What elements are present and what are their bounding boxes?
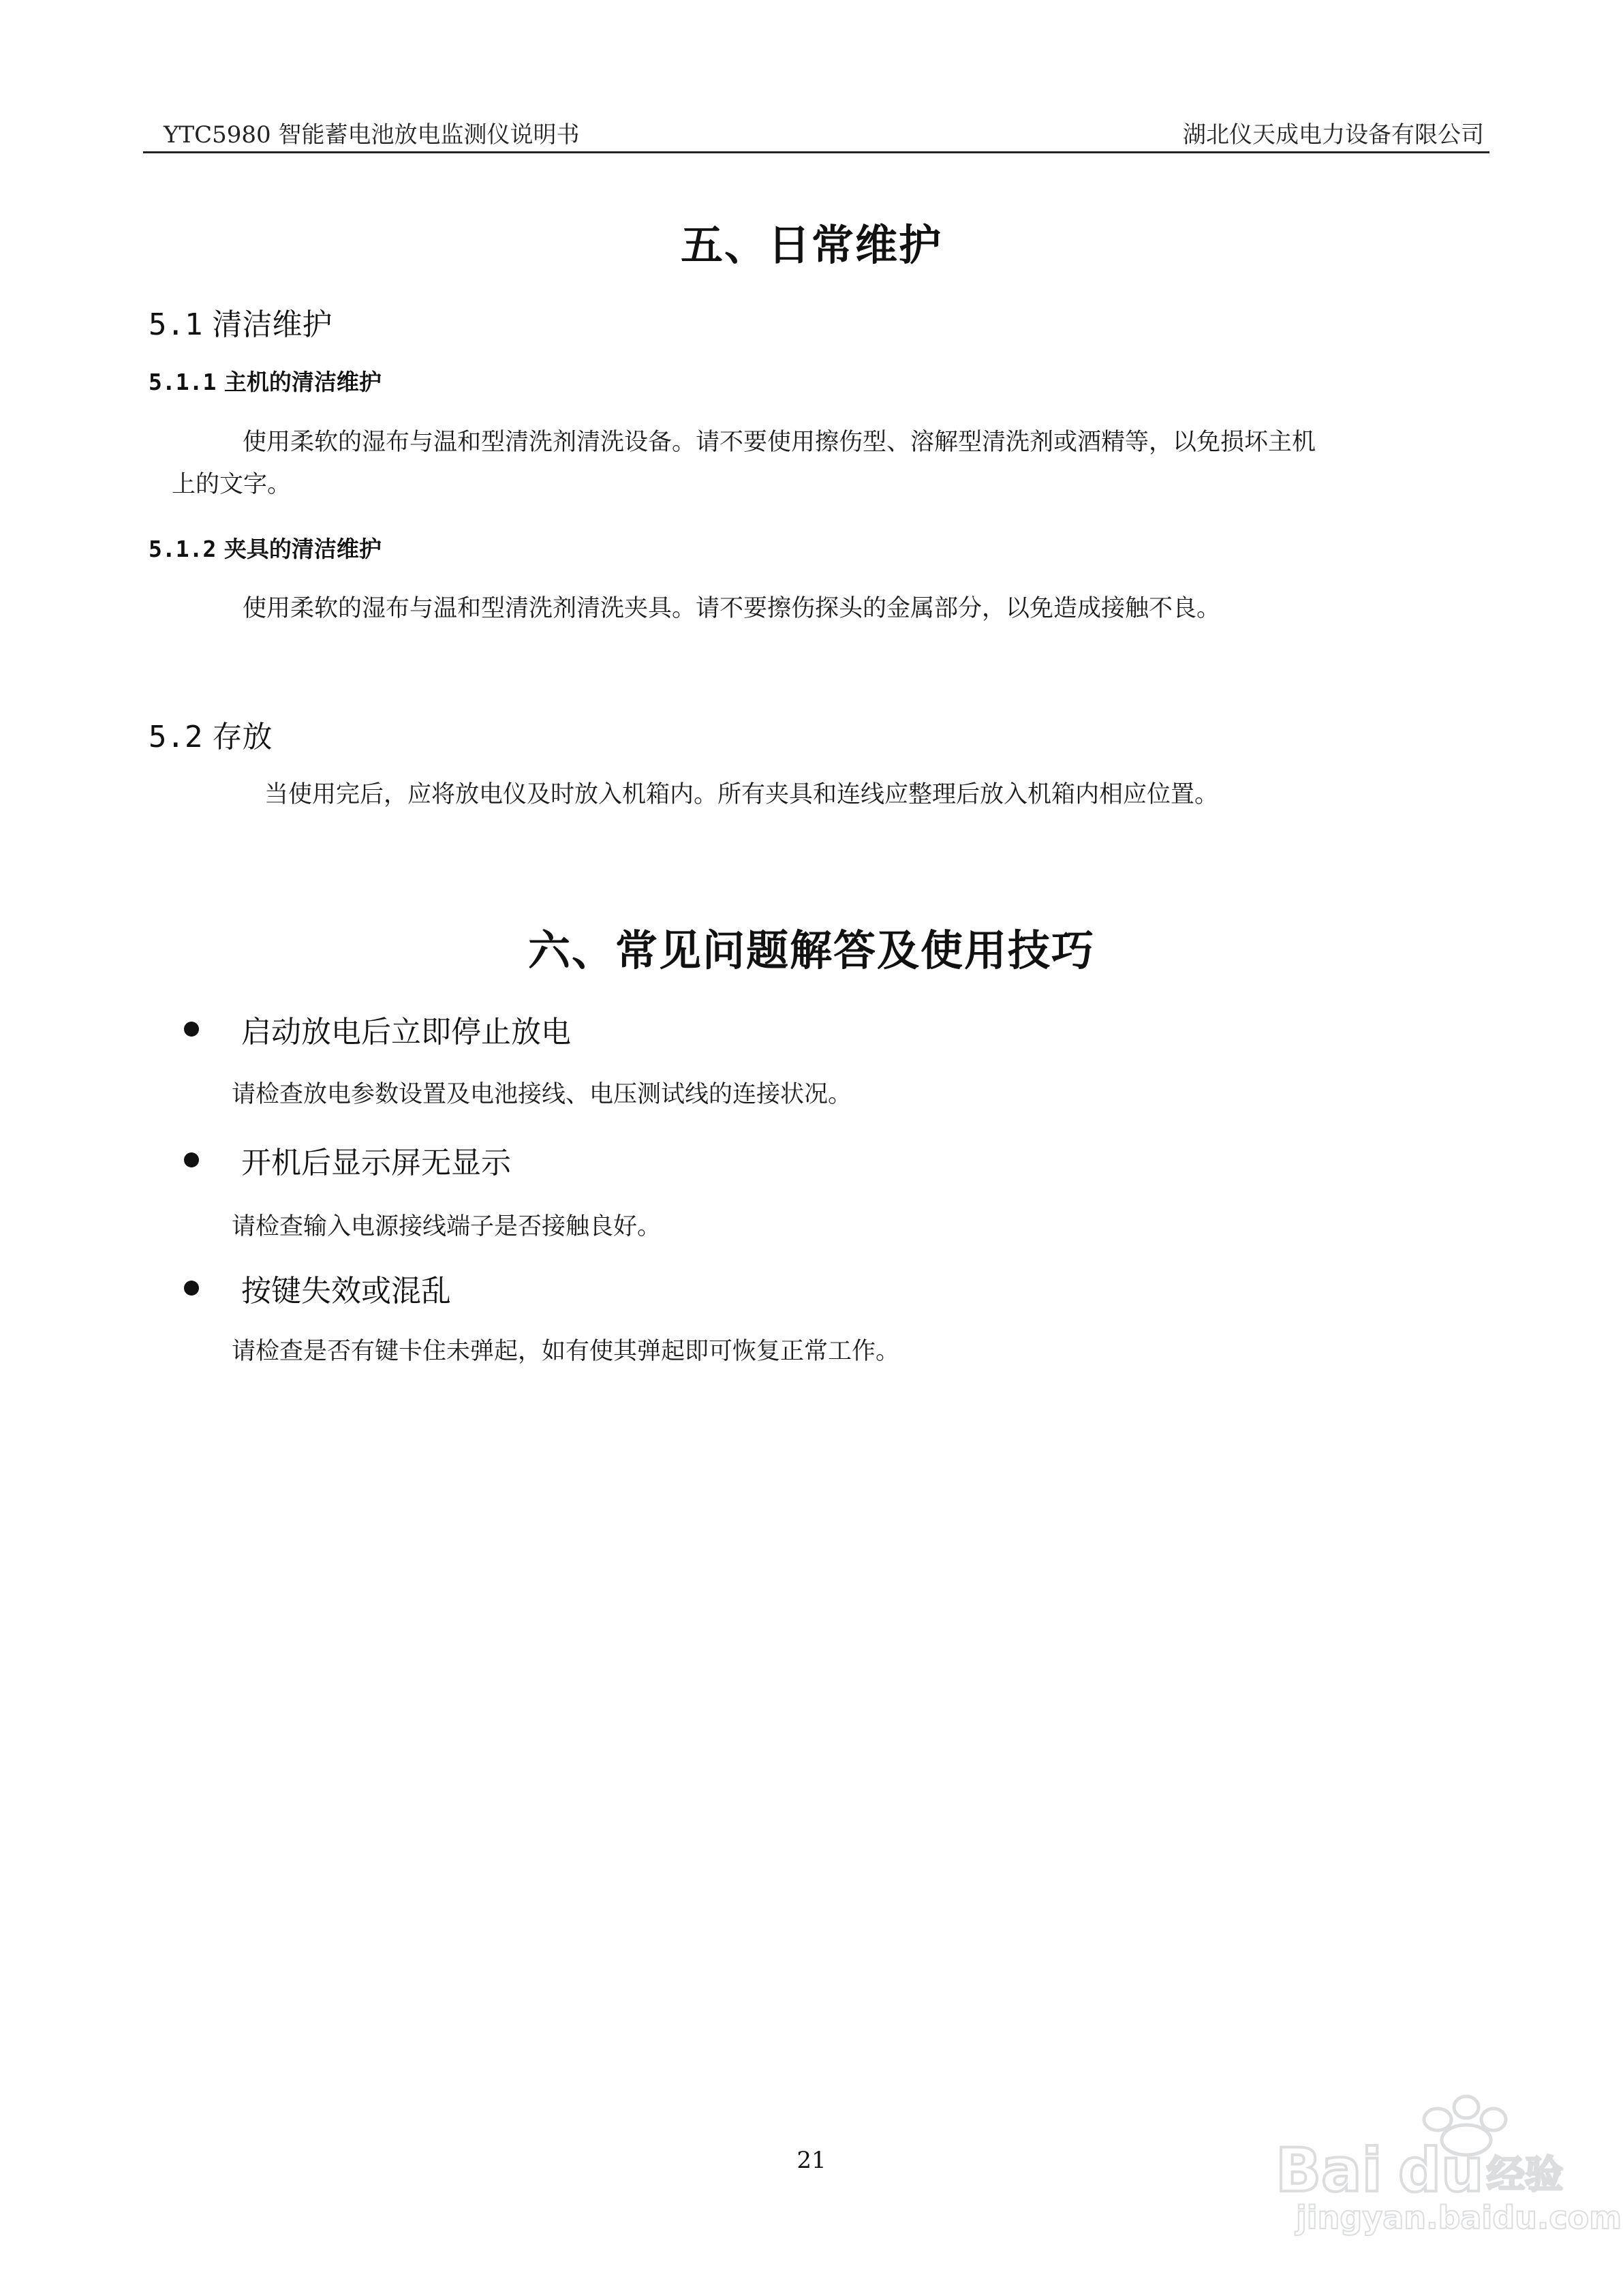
paragraph-clamp-cleaning: 使用柔软的湿布与温和型清洗剂清洗夹具。请不要擦伤探头的金属部分，以免造成接触不良。 [243, 595, 1221, 622]
section-title: 清洁维护 [212, 307, 333, 342]
baidu-jingyan-watermark-logo [1269, 2072, 1622, 2236]
paragraph-storage: 当使用完后，应将放电仪及时放入机箱内。所有夹具和连线应整理后放入机箱内相应位置。 [264, 781, 1219, 808]
svg-text:jingyan.baidu.com: jingyan.baidu.com [1296, 2199, 1622, 2236]
section-number: 5.1.2 [149, 536, 217, 562]
section-title: 存放 [212, 720, 273, 754]
chapter-5-title: 五、日常维护 [680, 220, 942, 270]
header-company-name: 湖北仪天成电力设备有限公司 [1183, 121, 1484, 149]
header-document-title: YTC5980 智能蓄电池放电监测仪说明书 [164, 121, 580, 149]
header-divider [143, 151, 1489, 153]
faq-question-text: 按键失效或混乱 [241, 1274, 451, 1308]
section-title: 主机的清洁维护 [223, 369, 382, 395]
chapter-6-title: 六、常见问题解答及使用技巧 [527, 925, 1095, 975]
section-number: 5.1 [149, 307, 203, 342]
section-5-2-heading [149, 712, 272, 756]
bullet-icon [184, 1022, 199, 1037]
svg-text:经验: 经验 [1487, 2153, 1563, 2197]
section-number: 5.1.1 [149, 369, 217, 395]
faq-question [184, 1266, 451, 1310]
section-5-1-2-heading [149, 532, 382, 564]
bullet-icon [184, 1152, 199, 1167]
section-5-1-1-heading [149, 365, 382, 397]
svg-text:Bai: Bai [1276, 2135, 1382, 2205]
section-5-1-heading [149, 300, 332, 343]
paragraph-host-cleaning-line1: 使用柔软的湿布与温和型清洗剂清洗设备。请不要使用擦伤型、溶解型清洗剂或酒精等，以免损坏主机 [243, 429, 1316, 456]
faq-question-text: 启动放电后立即停止放电 [241, 1015, 571, 1050]
page-number: 21 [797, 2147, 826, 2174]
paragraph-host-cleaning-line2: 上的文字。 [172, 471, 292, 498]
section-number: 5.2 [149, 720, 203, 754]
bullet-icon [184, 1281, 199, 1296]
faq-question [184, 1138, 511, 1182]
faq-answer: 请检查是否有键卡住未弹起，如有使其弹起即可恢复正常工作。 [232, 1338, 900, 1365]
faq-answer: 请检查放电参数设置及电池接线、电压测试线的连接状况。 [232, 1081, 852, 1108]
svg-text:du: du [1398, 2135, 1484, 2205]
faq-question-text: 开机后显示屏无显示 [241, 1146, 511, 1180]
section-title: 夹具的清洁维护 [223, 536, 382, 562]
faq-question [184, 1007, 571, 1051]
faq-answer: 请检查输入电源接线端子是否接触良好。 [232, 1213, 662, 1240]
